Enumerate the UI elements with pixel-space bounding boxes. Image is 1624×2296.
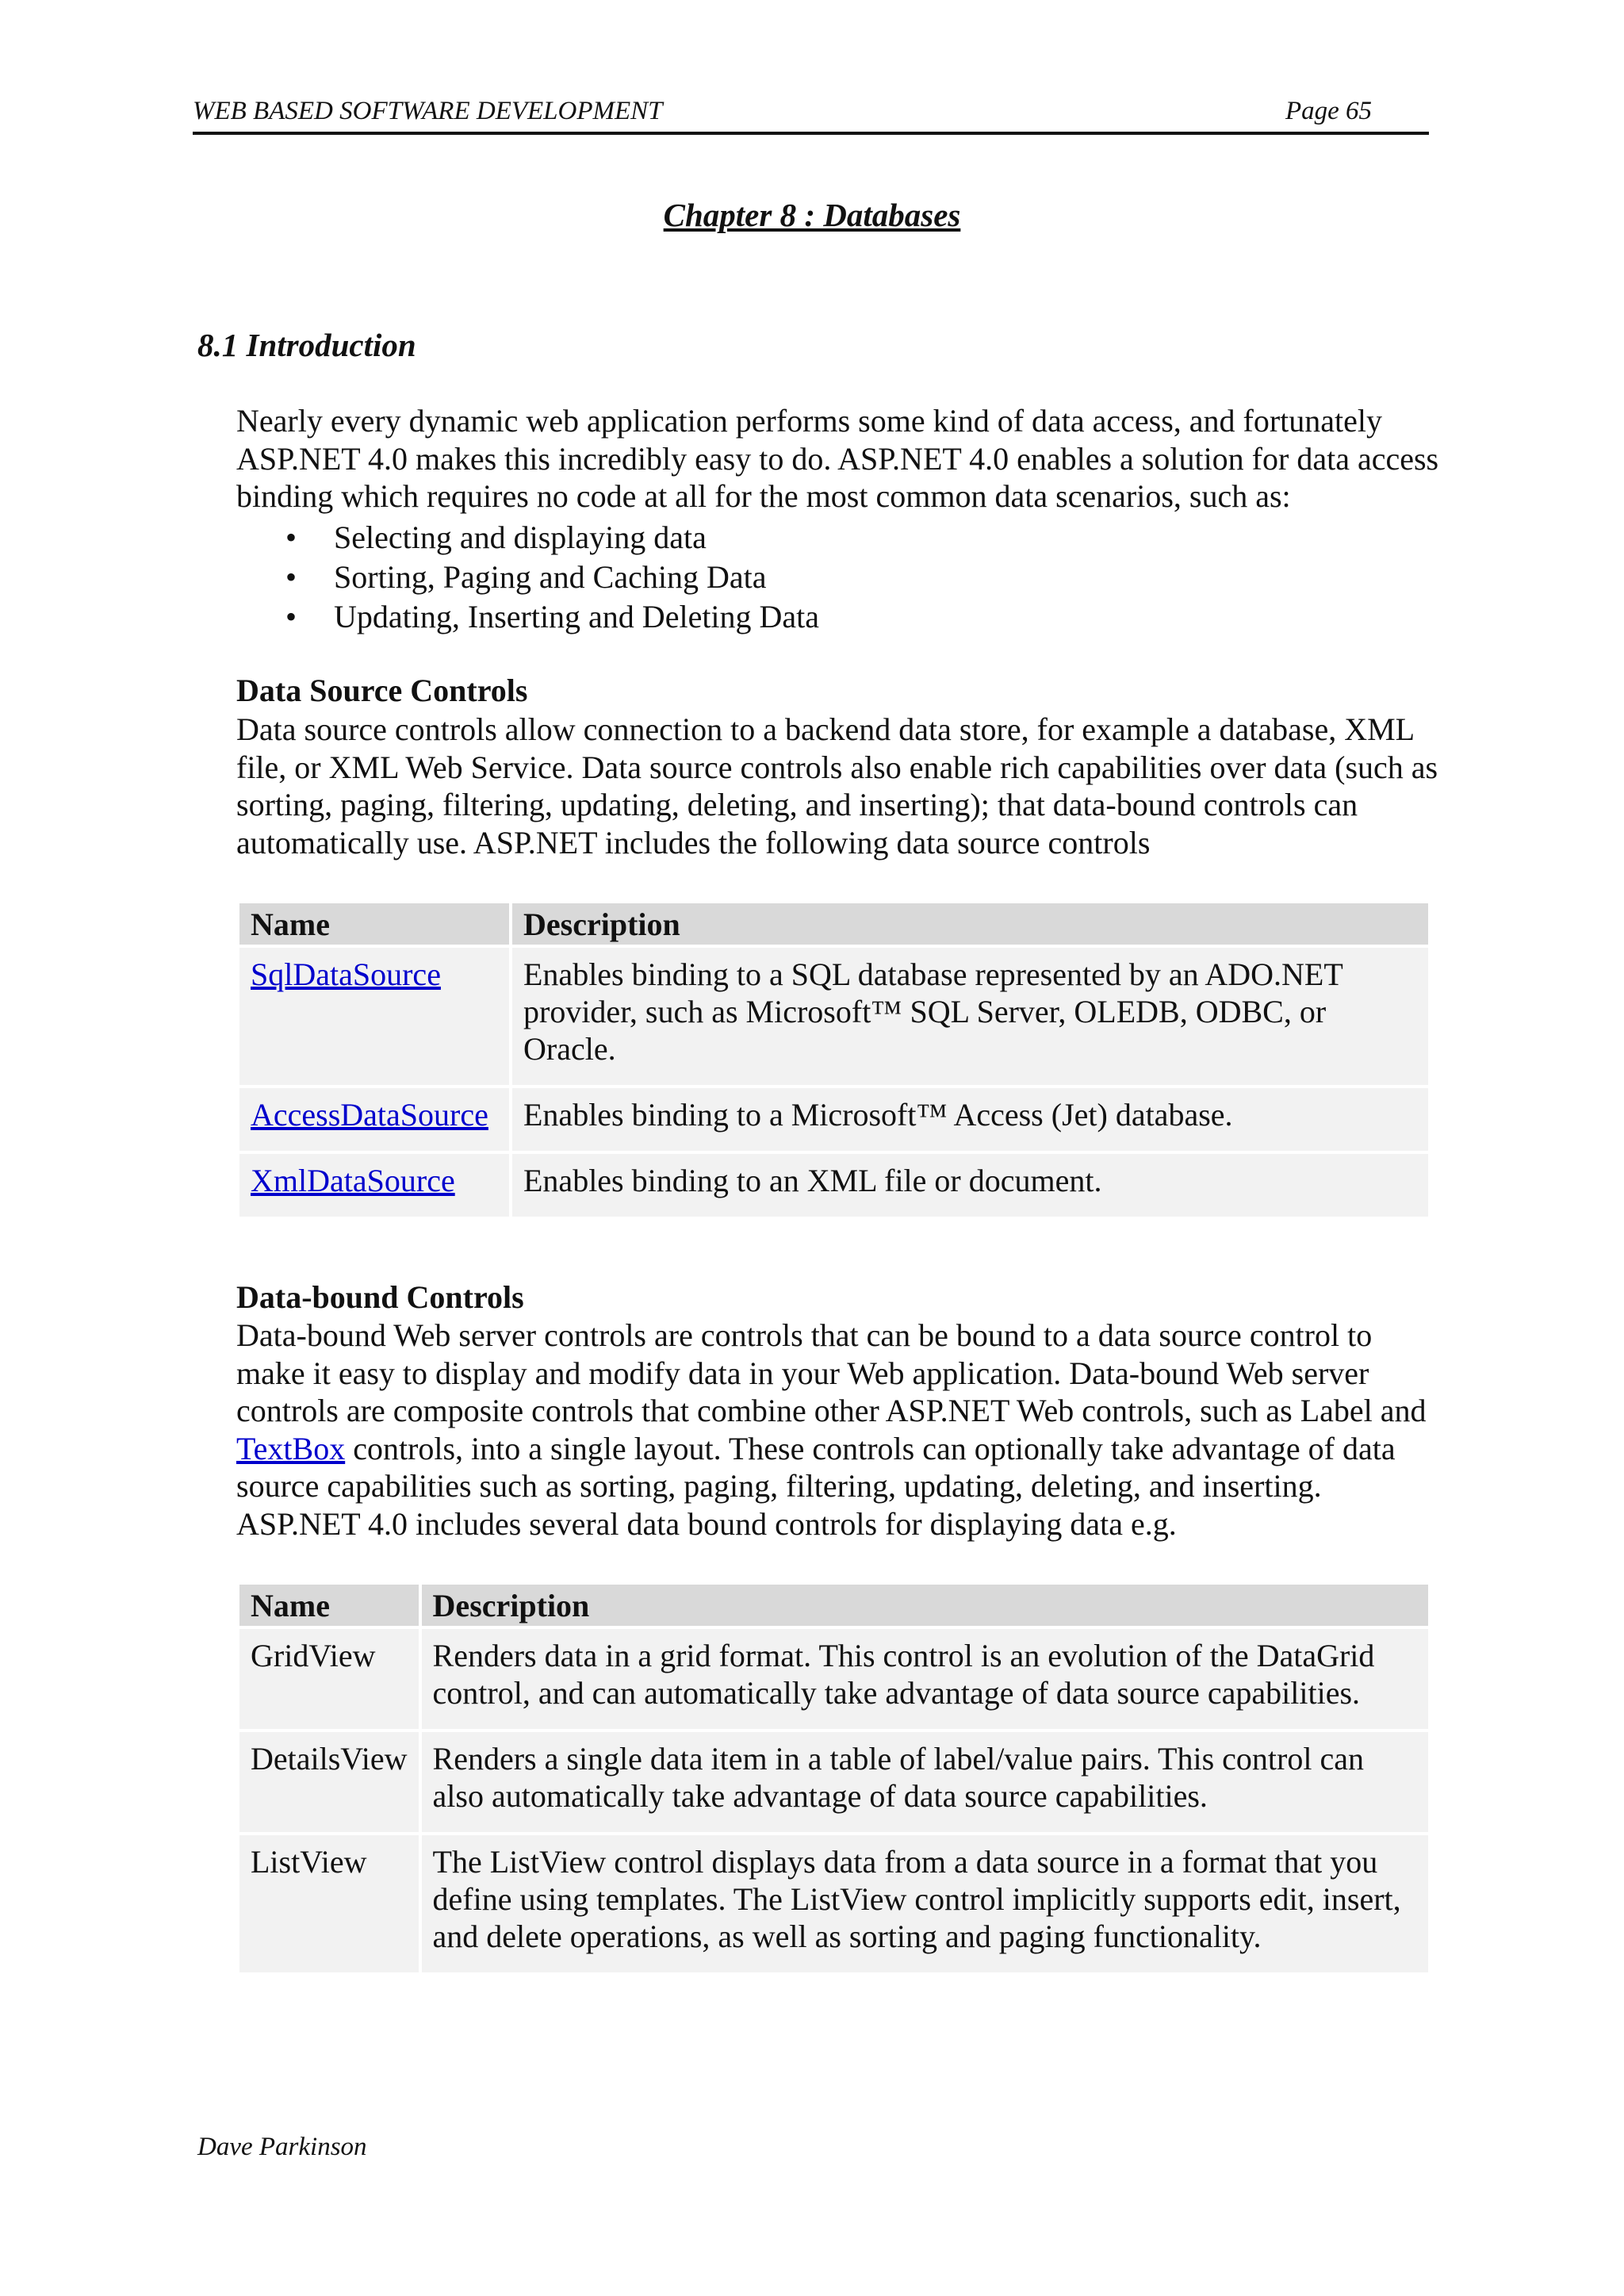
footer-author: Dave Parkinson bbox=[197, 2133, 367, 2161]
page-number: Page 65 bbox=[1285, 97, 1373, 125]
section-title: 8.1 Introduction bbox=[197, 327, 416, 363]
column-header-name: Name bbox=[239, 1585, 419, 1626]
textbox-link[interactable]: TextBox bbox=[236, 1430, 346, 1466]
table-cell-name: DetailsView bbox=[239, 1732, 419, 1832]
column-header-description: Description bbox=[422, 1585, 1428, 1626]
table-row bbox=[239, 1835, 1428, 1972]
table-cell-name: ListView bbox=[239, 1835, 419, 1972]
data-bound-heading: Data-bound Controls bbox=[236, 1279, 524, 1315]
bullet-icon: • bbox=[285, 519, 297, 555]
table-header-row bbox=[239, 903, 1428, 945]
paragraph-text: Data-bound Web server controls are controls that can be bound to a data source control to make it easy to display and modify data in your Web application. Data-bound Web server controls are composite controls that combine other ASP.NET Web controls, such as Label and bbox=[236, 1317, 1427, 1428]
table-cell-name bbox=[239, 1154, 509, 1217]
data-bound-table bbox=[236, 1581, 1431, 1976]
table-cell-description: Enables binding to an XML file or document. bbox=[512, 1154, 1428, 1217]
table-cell-description: Renders data in a grid format. This control is an evolution of the DataGrid control, and can automatically take advantage of data source capabilities. bbox=[422, 1629, 1428, 1729]
page-header bbox=[193, 92, 1429, 135]
table-cell-name: GridView bbox=[239, 1629, 419, 1729]
chapter-title: Chapter 8 : Databases bbox=[663, 197, 961, 233]
bullet-icon: • bbox=[285, 559, 297, 595]
table-cell-name bbox=[239, 948, 509, 1085]
paragraph-text: controls, into a single layout. These controls can optionally take advantage of data source capabilities such as sorting, paging, filtering, updating, deleting, and inserting. ASP.NET 4.0 includes several data bound controls for displaying data e.g. bbox=[236, 1430, 1396, 1542]
table-row bbox=[239, 1154, 1428, 1217]
column-header-name: Name bbox=[239, 903, 509, 945]
table-cell-description: The ListView control displays data from a data source in a format that you define using templates. The ListView control implicitly supports edit, insert, and delete operations, as well as sorting and paging functionality. bbox=[422, 1835, 1428, 1972]
intro-paragraph: Nearly every dynamic web application performs some kind of data access, and fortunately ASP.NET 4.0 makes this incredibly easy to do. ASP.NET 4.0 enables a solution for data access binding which requires no code at all for the most common data scenarios, such as: bbox=[236, 403, 1439, 514]
accessdatasource-link[interactable]: AccessDataSource bbox=[251, 1097, 488, 1133]
list-item bbox=[236, 597, 819, 637]
xmldatasource-link[interactable]: XmlDataSource bbox=[251, 1163, 455, 1198]
table-row bbox=[239, 1732, 1428, 1832]
data-source-paragraph: Data source controls allow connection to a backend data store, for example a database, XML file, or XML Web Service. Data source controls also enable rich capabilities over data (such as sorting, paging, filtering, updating, deleting, and inserting); that data-bound controls can automatically use. ASP.NET includes the following data source controls bbox=[236, 711, 1438, 861]
data-source-heading: Data Source Controls bbox=[236, 673, 528, 708]
column-header-description: Description bbox=[512, 903, 1428, 945]
data-source-table bbox=[236, 900, 1431, 1220]
list-item bbox=[236, 518, 819, 558]
list-item-text: Updating, Inserting and Deleting Data bbox=[334, 599, 820, 634]
table-cell-description: Renders a single data item in a table of label/value pairs. This control can also automatically take advantage of data source capabilities. bbox=[422, 1732, 1428, 1832]
table-cell-name bbox=[239, 1088, 509, 1151]
intro-bullet-list bbox=[236, 518, 819, 637]
list-item-text: Sorting, Paging and Caching Data bbox=[334, 559, 767, 595]
list-item-text: Selecting and displaying data bbox=[334, 519, 707, 555]
header-title: WEB BASED SOFTWARE DEVELOPMENT bbox=[193, 97, 663, 125]
table-row bbox=[239, 1629, 1428, 1729]
table-cell-description: Enables binding to a Microsoft™ Access (Jet) database. bbox=[512, 1088, 1428, 1151]
table-row bbox=[239, 948, 1428, 1085]
bullet-icon: • bbox=[285, 599, 297, 634]
data-bound-paragraph bbox=[236, 1317, 1442, 1543]
table-header-row bbox=[239, 1585, 1428, 1626]
table-row bbox=[239, 1088, 1428, 1151]
sqldatasource-link[interactable]: SqlDataSource bbox=[251, 956, 441, 992]
list-item bbox=[236, 558, 819, 597]
table-cell-description: Enables binding to a SQL database represented by an ADO.NET provider, such as Microsoft™ SQL Server, OLEDB, ODBC, or Oracle. bbox=[512, 948, 1428, 1085]
